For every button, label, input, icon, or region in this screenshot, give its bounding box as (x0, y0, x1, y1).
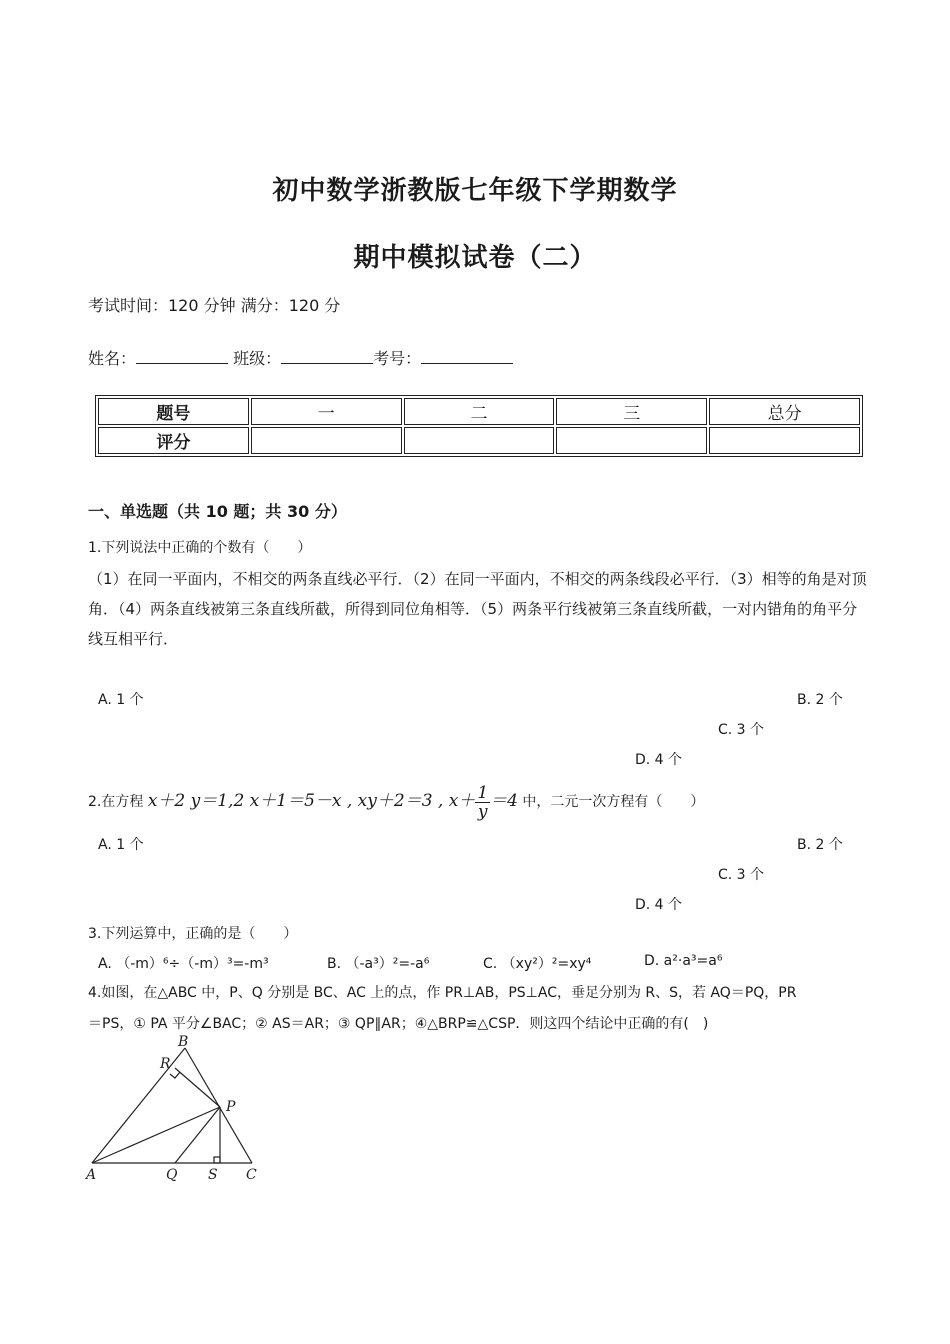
q2-option-b[interactable]: B. 2 个 (797, 837, 843, 853)
q2-equations: x＋2 y＝1,2 x＋1＝5－x , xy＋2＝3 , x＋ (147, 791, 476, 811)
name-blank[interactable] (136, 349, 228, 364)
segment-ab (92, 1048, 185, 1163)
q3-option-c[interactable]: C. （xy²）²=xy⁴ (483, 956, 592, 972)
label-q: Q (166, 1167, 178, 1183)
score-cell[interactable] (556, 427, 707, 454)
q1-option-d[interactable]: D. 4 个 (635, 752, 683, 768)
q1-stem: 1.下列说法中正确的个数有（ ） (88, 540, 312, 556)
q1-option-a[interactable]: A. 1 个 (98, 692, 144, 708)
q2-prefix: 2.在方程 (88, 794, 144, 810)
q4-line2: ＝PS，① PA 平分∠BAC；② AS＝AR；③ QP∥AR；④△BRP≌△CSP．则这四个结论中正确的有( ) (88, 1016, 709, 1032)
q2-option-d[interactable]: D. 4 个 (635, 897, 683, 913)
q2-stem (88, 778, 704, 824)
score-cell: 一 (251, 398, 402, 425)
label-p: P (226, 1099, 236, 1115)
score-cell: 评分 (98, 427, 249, 454)
q1-body: （1）在同一平面内，不相交的两条直线必平行．（2）在同一平面内，不相交的两条线段必平行．（3）相等的角是对顶角．（4）两条直线被第三条直线所截，所得到同位角相等．（5）两条平行线被第三条直线所截，一对内错角的角平分线互相平行． (88, 570, 867, 648)
score-cell[interactable] (404, 427, 555, 454)
q2-frac-num: 1 (477, 782, 489, 803)
q1-option-b[interactable]: B. 2 个 (797, 692, 843, 708)
page-title-line1: 初中数学浙教版七年级下学期数学 (272, 176, 678, 206)
class-blank[interactable] (281, 349, 373, 364)
label-c: C (246, 1167, 257, 1183)
exam-info: 考试时间：120 分钟 满分：120 分 (88, 296, 341, 315)
score-cell[interactable] (251, 427, 402, 454)
page-title-line2: 期中模拟试卷（二） (353, 243, 597, 273)
q2-option-c[interactable]: C. 3 个 (718, 867, 765, 883)
number-blank[interactable] (421, 349, 513, 364)
q4-line1: 4.如图，在△ABC 中，P、Q 分别是 BC、AC 上的点，作 PR⊥AB，PS⊥AC，垂足分别为 R、S，若 AQ＝PQ，PR (88, 985, 797, 1001)
q3-option-d[interactable]: D. a²·a³=a⁶ (644, 953, 723, 969)
score-table-score-row (98, 427, 860, 454)
label-s: S (208, 1167, 218, 1183)
q3-option-b[interactable]: B. （-a³）²=-a⁶ (327, 956, 430, 972)
q2-option-a[interactable]: A. 1 个 (98, 837, 144, 853)
number-label: 考号： (373, 349, 422, 368)
label-b: B (178, 1034, 189, 1050)
score-cell: 二 (404, 398, 555, 425)
score-cell: 总分 (709, 398, 860, 425)
segment-ap (92, 1107, 220, 1163)
q1-option-c[interactable]: C. 3 个 (718, 722, 765, 738)
name-label: 姓名： (88, 349, 137, 368)
right-angle-r (170, 1072, 180, 1078)
score-cell[interactable] (709, 427, 860, 454)
section-heading: 一、单选题（共 10 题；共 30 分） (88, 502, 347, 521)
class-label: 班级： (233, 349, 282, 368)
segment-pr (175, 1068, 220, 1107)
score-table-header-row (98, 398, 860, 425)
label-r: R (160, 1056, 171, 1072)
q2-frac-den: y (477, 801, 488, 822)
student-info-line (88, 349, 513, 369)
score-cell: 三 (556, 398, 707, 425)
q2-suffix: 中，二元一次方程有（ ） (522, 794, 705, 810)
right-angle-s (214, 1157, 220, 1163)
score-cell: 题号 (98, 398, 249, 425)
q3-stem: 3.下列运算中，正确的是（ ） (88, 926, 298, 942)
q2-equations-end: ＝4 (490, 791, 518, 811)
score-table (95, 395, 863, 457)
segment-qp (175, 1107, 220, 1163)
label-a: A (86, 1167, 97, 1183)
q3-option-a[interactable]: A. （-m）⁶÷（-m）³=-m³ (98, 956, 269, 972)
q2-fraction (475, 784, 490, 821)
triangle-figure (80, 1032, 270, 1184)
